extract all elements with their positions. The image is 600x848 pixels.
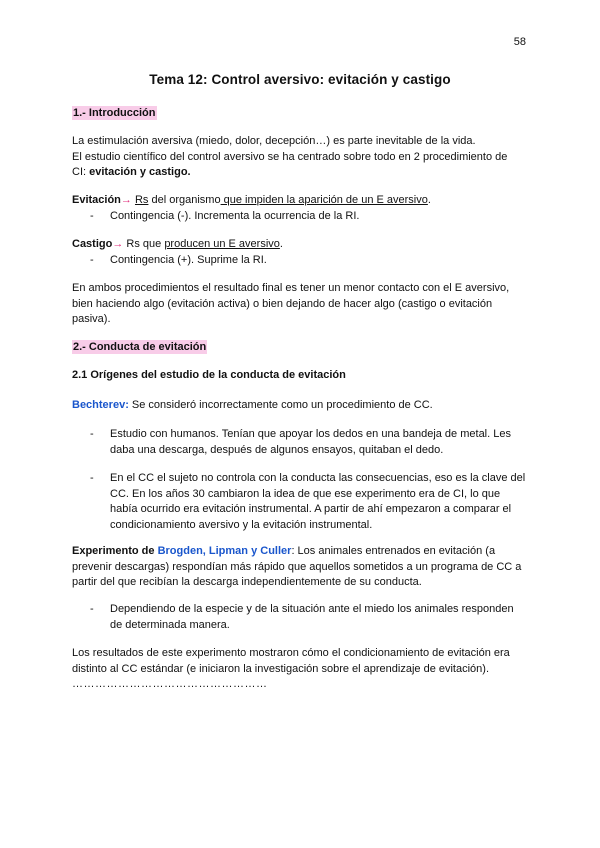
dash-bullet: - bbox=[90, 428, 94, 440]
castigo-mid: Rs que bbox=[123, 238, 165, 250]
bechterev-text: Se consideró incorrectamente como un procedimiento de CC. bbox=[128, 399, 433, 411]
bechterev-paragraph bbox=[72, 398, 530, 414]
dash-bullet: - bbox=[90, 603, 94, 615]
section-1-heading: 1.- Introducción bbox=[73, 107, 156, 119]
evitacion-end: . bbox=[427, 194, 431, 206]
conclusion-line: Los resultados de este experimento mostraron cómo el condicionamiento de evitación era bbox=[72, 647, 510, 659]
castigo-line bbox=[72, 237, 530, 253]
evitacion-underlined: que impiden la aparición de un E aversivo bbox=[220, 194, 428, 206]
page-title: Tema 12: Control aversivo: evitación y castigo bbox=[149, 72, 451, 87]
list-item-line: había ocurrido era evitación instrumental. A partir de ahí empezaron a comparar el bbox=[110, 503, 512, 516]
intro-line: La estimulación aversiva (miedo, dolor, decepción…) es parte inevitable de la vida. bbox=[72, 135, 476, 147]
intro-last-bold: evitación y castigo. bbox=[89, 166, 191, 179]
intro-line: El estudio científico del control aversivo se ha centrado sobre todo en 2 procedimiento de bbox=[72, 150, 508, 163]
list-item-line: daba una descarga, después de algunos ensayos, quitaban el dedo. bbox=[110, 443, 444, 456]
intro-line-last bbox=[72, 165, 530, 181]
experimento-label: Experimento de bbox=[72, 545, 158, 557]
section-2-heading-block bbox=[72, 340, 530, 356]
list-item-text bbox=[110, 471, 530, 533]
list-item-line: En el CC el sujeto no controla con la conducta las consecuencias, eso es la clave del bbox=[110, 472, 526, 485]
experimento-bullets bbox=[72, 602, 530, 633]
list-item-text bbox=[110, 602, 530, 633]
arrow-icon: → bbox=[120, 194, 132, 206]
evitacion-line bbox=[72, 193, 530, 209]
evitacion-mid: del organismo bbox=[148, 194, 221, 206]
evitacion-term: Evitación bbox=[72, 194, 121, 206]
evitacion-definition bbox=[72, 193, 530, 224]
dash-bullet: - bbox=[90, 472, 94, 485]
list-item bbox=[72, 253, 530, 269]
list-item bbox=[72, 209, 530, 225]
bechterev-name: Bechterev: bbox=[72, 399, 129, 411]
castigo-underlined: producen un E aversivo bbox=[164, 238, 280, 250]
list-item-line: Dependiendo de la especie y de la situación ante el miedo los animales responden bbox=[110, 603, 514, 615]
conclusion-line: distinto al CC estándar (e iniciaron la investigación sobre el aprendizaje de evitación). bbox=[72, 662, 490, 675]
list-item-line: condicionamiento aversivo y la evitación instrumental. bbox=[110, 518, 373, 531]
summary-line: bien haciendo algo (evitación activa) o bien dejando de hacer algo (castigo o evitación bbox=[72, 297, 493, 310]
experimento-paragraph bbox=[72, 544, 530, 591]
list-item-text: Contingencia (-). Incrementa la ocurrencia de la RI. bbox=[110, 209, 360, 222]
dotted-leader: …………………………………………… bbox=[72, 678, 268, 691]
summary-paragraph bbox=[72, 281, 530, 328]
conclusion-paragraph bbox=[72, 646, 530, 693]
page-number: 58 bbox=[513, 36, 526, 48]
summary-line: En ambos procedimientos el resultado final es tener un menor contacto con el E aversivo, bbox=[72, 282, 510, 294]
section-1-heading-block bbox=[72, 106, 530, 122]
list-item-line: Estudio con humanos. Tenían que apoyar los dedos en una bandeja de metal. Les bbox=[110, 428, 511, 440]
list-item-text: Contingencia (+). Suprime la RI. bbox=[110, 253, 267, 266]
summary-line: pasiva). bbox=[72, 313, 111, 326]
dash-bullet: - bbox=[90, 209, 94, 222]
experimento-line: prevenir descargas) respondían más rápido que aquellos sometidos a un programa de CC a bbox=[72, 560, 522, 573]
castigo-end: . bbox=[279, 238, 283, 250]
experimento-first-rest: : Los animales entrenados en evitación (a bbox=[291, 545, 496, 557]
list-item bbox=[72, 602, 530, 633]
list-item-line: de determinada manera. bbox=[110, 618, 230, 631]
subheading-2-1: 2.1 Orígenes del estudio de la conducta de evitación bbox=[72, 369, 346, 381]
list-item bbox=[72, 427, 530, 458]
bechterev-bullets bbox=[72, 427, 530, 534]
intro-paragraph bbox=[72, 134, 530, 181]
castigo-definition bbox=[72, 237, 530, 268]
bechterev-line bbox=[72, 398, 530, 414]
subheading-block bbox=[72, 368, 530, 384]
experimento-line: partir del que recibían la descarga independientemente de su conducta. bbox=[72, 576, 422, 589]
experimento-names: Brogden, Lipman y Culler bbox=[157, 545, 292, 557]
castigo-term: Castigo bbox=[72, 238, 113, 250]
dash-bullet: - bbox=[90, 253, 94, 266]
list-item-line: CC. En los años 30 cambiaron la idea de que ese experimento era de CI, lo que bbox=[110, 487, 501, 500]
list-item bbox=[72, 471, 530, 533]
intro-last-prefix: CI: bbox=[72, 166, 90, 179]
section-2-heading: 2.- Conducta de evitación bbox=[73, 341, 207, 353]
list-item-text bbox=[110, 427, 530, 458]
experimento-line bbox=[72, 544, 530, 560]
evitacion-rs: Rs bbox=[134, 194, 149, 206]
arrow-icon: → bbox=[112, 238, 124, 250]
